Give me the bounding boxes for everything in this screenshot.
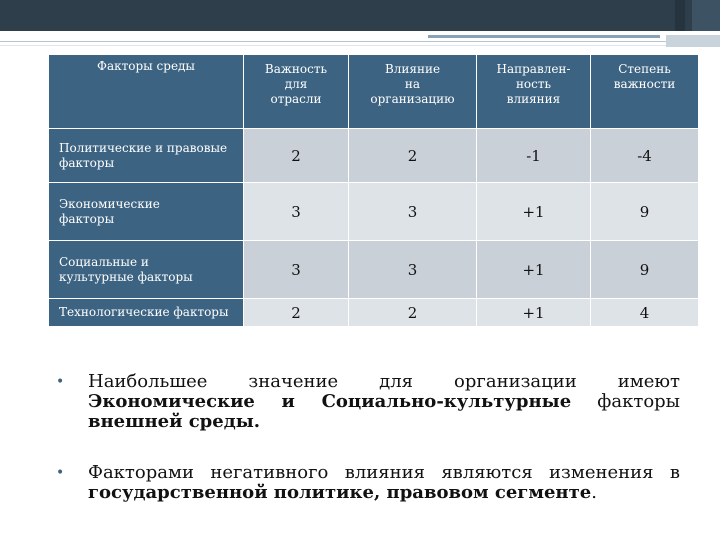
bullet-text-bold: государственной политике, правовом сегменте	[88, 482, 592, 503]
cell-direction: +1	[477, 299, 591, 327]
header-importance	[244, 55, 349, 129]
header-influence	[349, 55, 477, 129]
header-factors	[49, 55, 244, 129]
factor-line: Экономические	[59, 196, 160, 211]
cell-degree: 9	[591, 183, 699, 241]
factor-line: Политические и правовые	[59, 140, 228, 155]
slide-top-bar-tab-dark	[675, 0, 685, 31]
cell-degree: -4	[591, 129, 699, 183]
factor-name-technological	[49, 299, 244, 327]
header-line: влияния	[506, 92, 561, 106]
table-row	[49, 129, 699, 183]
bullet-text-part: факторы	[571, 391, 681, 412]
factor-line: культурные факторы	[59, 269, 193, 284]
slide-top-bar-tab	[692, 0, 720, 31]
environment-factors-table	[48, 54, 699, 327]
factor-line: Социальные и	[59, 254, 149, 269]
factor-line: факторы	[59, 211, 115, 226]
cell-direction: -1	[477, 129, 591, 183]
cell-importance: 3	[244, 183, 349, 241]
bullet-text-bold: внешней среды.	[88, 411, 261, 432]
factor-name-economic	[49, 183, 244, 241]
table-row	[49, 299, 699, 327]
table-row	[49, 241, 699, 299]
factor-line: Технологические факторы	[59, 305, 229, 319]
header-line: Направлен-	[496, 62, 571, 76]
header-line: Степень	[618, 62, 671, 76]
cell-influence: 3	[349, 183, 477, 241]
header-line: Влияние	[384, 62, 441, 76]
cell-influence: 2	[349, 299, 477, 327]
header-line: на	[404, 77, 421, 91]
slide-accent-line	[428, 35, 660, 38]
header-degree	[591, 55, 699, 129]
bullet-negative-factors	[56, 463, 680, 503]
bullet-text	[88, 372, 680, 432]
table-row	[49, 183, 699, 241]
cell-degree: 4	[591, 299, 699, 327]
bullet-text-bold: Экономические и Социально-культурные	[88, 391, 572, 412]
bullet-text-part: .	[591, 482, 597, 503]
factor-line: факторы	[59, 155, 115, 170]
bullet-text	[88, 463, 680, 503]
cell-direction: +1	[477, 241, 591, 299]
factor-name-social	[49, 241, 244, 299]
slide-divider-line-light	[0, 45, 666, 46]
header-line: Важность	[264, 62, 328, 76]
factor-name-political	[49, 129, 244, 183]
header-line: для	[284, 77, 308, 91]
cell-importance: 2	[244, 299, 349, 327]
header-line: ность	[515, 77, 552, 91]
slide-accent-block	[666, 35, 720, 47]
cell-influence: 3	[349, 241, 477, 299]
header-line: отрасли	[270, 92, 322, 106]
slide-top-bar	[0, 0, 720, 31]
bullet-most-important	[56, 372, 680, 432]
cell-influence: 2	[349, 129, 477, 183]
header-line: организацию	[370, 92, 455, 106]
slide-divider-line	[0, 41, 666, 42]
cell-degree: 9	[591, 241, 699, 299]
header-line: важности	[613, 77, 676, 91]
bullet-text-part: Факторами негативного влияния являются изменения в	[88, 462, 680, 483]
cell-importance: 2	[244, 129, 349, 183]
bullet-marker-icon: •	[56, 465, 65, 481]
table-header-row	[49, 55, 699, 129]
header-line: Факторы среды	[97, 59, 195, 73]
cell-direction: +1	[477, 183, 591, 241]
bullet-marker-icon: •	[56, 374, 65, 390]
header-direction	[477, 55, 591, 129]
cell-importance: 3	[244, 241, 349, 299]
bullet-text-part: Наибольшее значение для организации имеют	[88, 371, 680, 392]
